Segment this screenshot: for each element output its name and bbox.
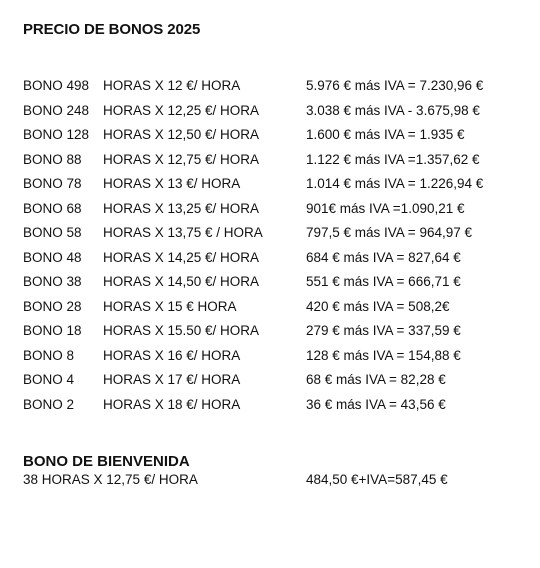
bono-price: 684 € más IVA = 827,64 € bbox=[306, 249, 461, 265]
price-list bbox=[23, 77, 523, 420]
bono-name: BONO 18 bbox=[23, 323, 82, 338]
price-row bbox=[23, 322, 523, 347]
price-row bbox=[23, 224, 523, 249]
price-row bbox=[23, 102, 523, 127]
bono-name: BONO 38 bbox=[23, 274, 82, 289]
welcome-bono-hours: 38 HORAS X 12,75 €/ HORA bbox=[23, 472, 198, 487]
bono-hours: HORAS X 15 € HORA bbox=[103, 298, 237, 314]
bono-hours: HORAS X 18 €/ HORA bbox=[103, 396, 241, 412]
bono-hours: HORAS X 14,50 €/ HORA bbox=[103, 274, 260, 289]
price-row bbox=[23, 347, 523, 372]
bono-price: 279 € más IVA = 337,59 € bbox=[306, 323, 461, 338]
bono-price: 797,5 € más IVA = 964,97 € bbox=[306, 225, 472, 240]
bono-name: BONO 78 bbox=[23, 176, 82, 191]
bono-hours: HORAS X 13,75 € / HORA bbox=[103, 225, 263, 240]
bono-name: BONO 4 bbox=[23, 372, 75, 387]
welcome-bono-row bbox=[23, 471, 523, 489]
bono-name: BONO 8 bbox=[23, 347, 75, 363]
price-row bbox=[23, 371, 523, 396]
bono-hours: HORAS X 16 €/ HORA bbox=[103, 347, 241, 363]
bono-price: 1.122 € más IVA =1.357,62 € bbox=[306, 151, 480, 167]
bono-price: 1.014 € más IVA = 1.226,94 € bbox=[306, 176, 484, 191]
bono-price: 1.600 € más IVA = 1.935 € bbox=[306, 127, 465, 142]
bono-name: BONO 248 bbox=[23, 102, 90, 118]
price-row bbox=[23, 77, 523, 102]
bono-price: 551 € más IVA = 666,71 € bbox=[306, 274, 461, 289]
bono-hours: HORAS X 12,25 €/ HORA bbox=[103, 102, 260, 118]
bono-name: BONO 28 bbox=[23, 298, 82, 314]
bono-price: 3.038 € más IVA - 3.675,98 € bbox=[306, 102, 480, 118]
bono-name: BONO 2 bbox=[23, 396, 75, 412]
bono-name: BONO 128 bbox=[23, 127, 90, 142]
price-row bbox=[23, 273, 523, 298]
bono-price: 420 € más IVA = 508,2€ bbox=[306, 298, 450, 314]
bono-price: 128 € más IVA = 154,88 € bbox=[306, 347, 461, 363]
price-row bbox=[23, 298, 523, 323]
bono-price: 901€ más IVA =1.090,21 € bbox=[306, 200, 465, 216]
bono-hours: HORAS X 13,25 €/ HORA bbox=[103, 200, 260, 216]
bono-hours: HORAS X 12,75 €/ HORA bbox=[103, 151, 260, 167]
bono-name: BONO 58 bbox=[23, 225, 82, 240]
bono-hours: HORAS X 13 €/ HORA bbox=[103, 176, 241, 191]
price-row bbox=[23, 396, 523, 421]
bono-hours: HORAS X 12,50 €/ HORA bbox=[103, 127, 260, 142]
bono-price: 68 € más IVA = 82,28 € bbox=[306, 372, 446, 387]
price-row bbox=[23, 249, 523, 274]
bono-hours: HORAS X 15.50 €/ HORA bbox=[103, 323, 260, 338]
page-title: PRECIO DE BONOS 2025 bbox=[23, 21, 201, 38]
price-row bbox=[23, 126, 523, 151]
bono-hours: HORAS X 12 €/ HORA bbox=[103, 78, 241, 93]
bono-name: BONO 48 bbox=[23, 249, 82, 265]
bono-hours: HORAS X 14,25 €/ HORA bbox=[103, 249, 260, 265]
price-row bbox=[23, 200, 523, 225]
bono-hours: HORAS X 17 €/ HORA bbox=[103, 372, 241, 387]
bono-price: 5.976 € más IVA = 7.230,96 € bbox=[306, 78, 484, 93]
bono-name: BONO 498 bbox=[23, 78, 90, 93]
welcome-bono-title: BONO DE BIENVENIDA bbox=[23, 453, 190, 470]
bono-name: BONO 68 bbox=[23, 200, 82, 216]
welcome-bono-price: 484,50 €+IVA=587,45 € bbox=[306, 472, 448, 487]
bono-name: BONO 88 bbox=[23, 151, 82, 167]
price-row bbox=[23, 175, 523, 200]
price-row bbox=[23, 151, 523, 176]
bono-price: 36 € más IVA = 43,56 € bbox=[306, 396, 446, 412]
